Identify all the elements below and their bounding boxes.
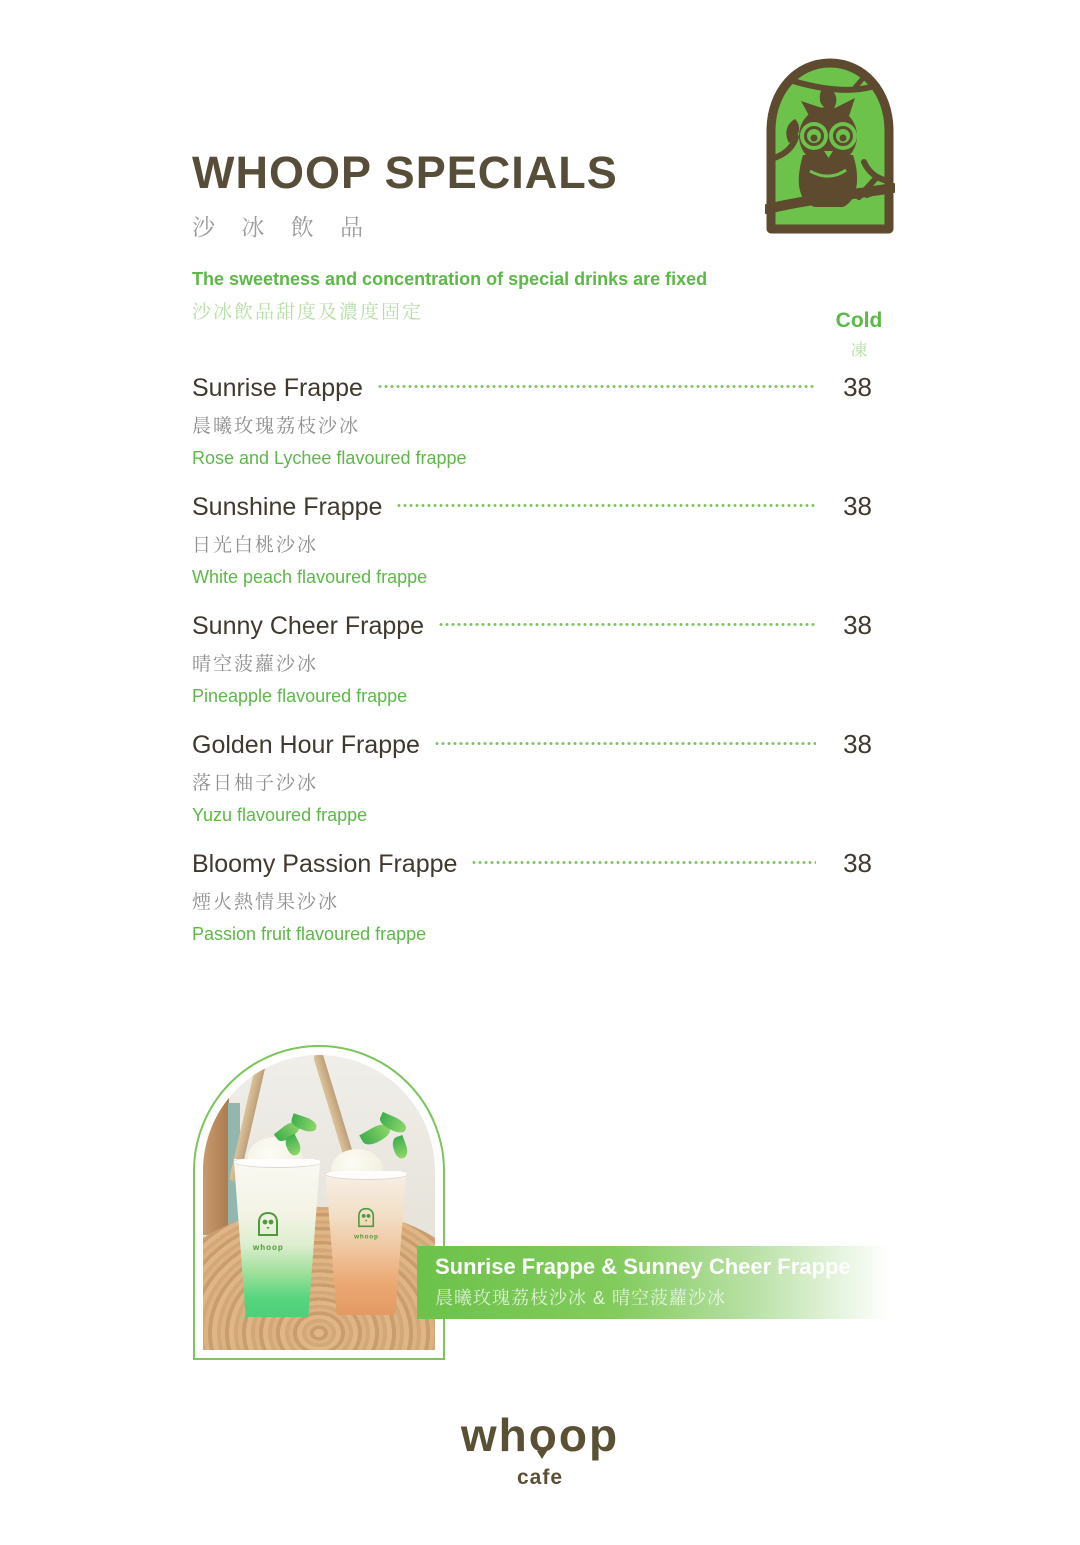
photo-caption-ribbon [417, 1246, 889, 1319]
dotted-leader [438, 623, 816, 626]
item-row [192, 491, 872, 522]
item-name: Sunny Cheer Frappe [192, 612, 425, 640]
item-price: 38 [843, 610, 872, 640]
cup-owl-badge [253, 1211, 284, 1252]
photo-image [203, 1055, 435, 1350]
cold-label: Cold [835, 309, 883, 332]
menu-item-golden-hour-frappe [192, 729, 872, 848]
item-name: Sunshine Frappe [192, 493, 383, 521]
item-price: 38 [843, 729, 872, 759]
caption-en: Sunrise Frappe & Sunney Cheer Frappe [435, 1253, 851, 1279]
menu-item-bloomy-passion-frappe [192, 848, 872, 967]
cold-label-zh: 凍 [850, 341, 868, 360]
item-name-zh: 日光白桃沙冰 [192, 535, 319, 556]
cup-owl-badge [354, 1207, 379, 1240]
caption-zh: 晨曦玫瑰荔枝沙冰 & 晴空菠蘿沙冰 [435, 1288, 727, 1309]
item-name-zh: 落日柚子沙冰 [192, 773, 319, 794]
item-name-zh: 晨曦玫瑰荔枝沙冰 [192, 416, 361, 437]
cafe-label: cafe [516, 1466, 564, 1489]
mini-owl-icon [257, 1211, 279, 1237]
item-name-zh: 煙火熱情果沙冰 [192, 892, 340, 913]
item-row [192, 372, 872, 403]
dotted-leader [471, 861, 816, 864]
mint-leaf [390, 1135, 410, 1160]
footer-brand [0, 1409, 1080, 1490]
dotted-leader [377, 385, 816, 388]
mini-owl-icon [358, 1207, 376, 1228]
item-price: 38 [843, 848, 872, 878]
drink-photo [193, 1045, 445, 1360]
menu-item-sunny-cheer-frappe [192, 610, 872, 729]
dotted-leader [434, 742, 816, 745]
wood-panel [203, 1055, 229, 1235]
item-description: Passion fruit flavoured frappe [192, 924, 427, 944]
owl-logo-icon [765, 57, 895, 235]
item-name-zh: 晴空菠蘿沙冰 [192, 654, 319, 675]
cup-sunny-cheer [323, 1171, 409, 1315]
whoop-logo-text: whoop [460, 1409, 620, 1461]
page-title: WHOOP SPECIALS [192, 147, 618, 198]
item-row [192, 729, 872, 760]
whoop-logo [460, 1409, 620, 1461]
menu-item-sunshine-frappe [192, 491, 872, 610]
item-name: Bloomy Passion Frappe [192, 850, 458, 878]
page-title-zh: 沙 冰 飲 品 [192, 214, 374, 240]
menu-list [192, 372, 872, 967]
item-description: Yuzu flavoured frappe [192, 805, 368, 825]
item-price: 38 [843, 372, 872, 402]
header [192, 147, 618, 242]
item-name: Golden Hour Frappe [192, 731, 420, 759]
owl-beak-icon [537, 1451, 547, 1459]
menu-item-sunrise-frappe [192, 372, 872, 491]
item-row [192, 610, 872, 641]
cup-brand-label: whoop [253, 1243, 284, 1252]
note-en: The sweetness and concentration of special drinks are fixed [192, 269, 708, 289]
item-description: White peach flavoured frappe [192, 567, 428, 587]
item-description: Rose and Lychee flavoured frappe [192, 448, 467, 468]
note-zh: 沙冰飲品甜度及濃度固定 [192, 302, 424, 323]
price-column-header [806, 309, 912, 361]
item-description: Pineapple flavoured frappe [192, 686, 408, 706]
cup-brand-label: whoop [354, 1232, 379, 1240]
item-price: 38 [843, 491, 872, 521]
fixed-sweetness-note [192, 269, 707, 324]
dotted-leader [396, 504, 816, 507]
item-name: Sunrise Frappe [192, 374, 363, 402]
item-row [192, 848, 872, 879]
